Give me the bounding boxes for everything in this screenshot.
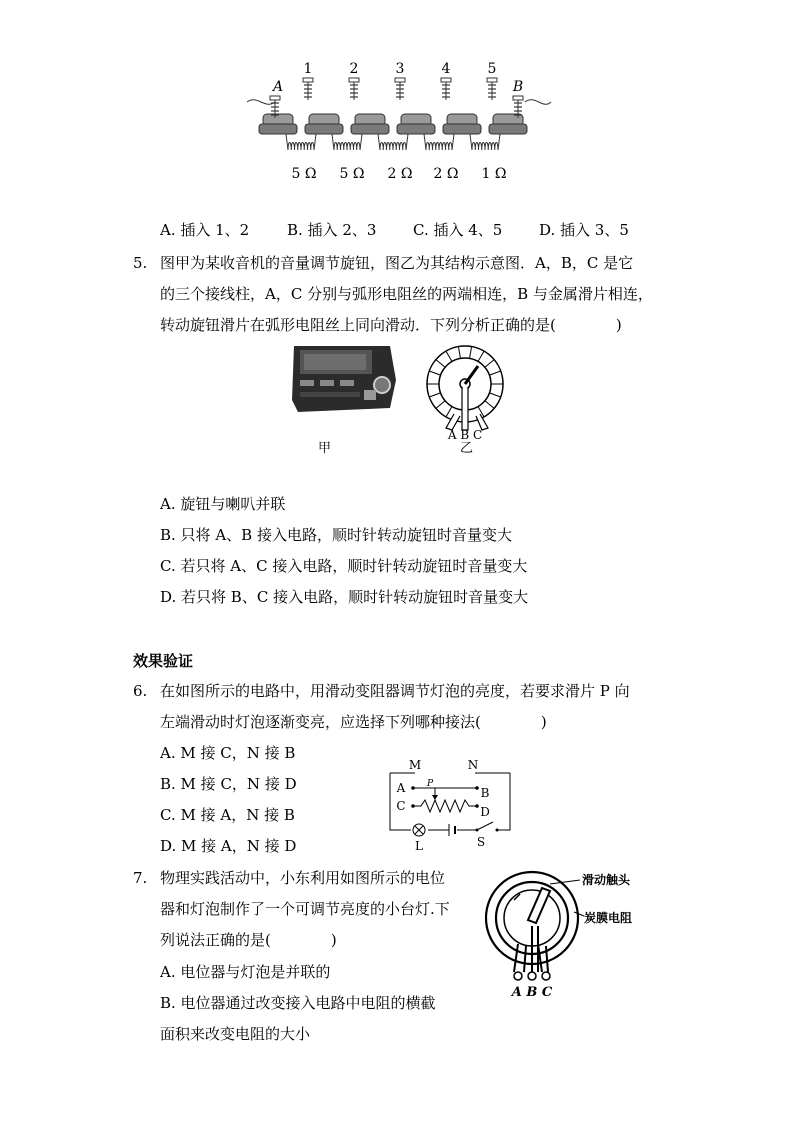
circuit-label-C: C <box>396 799 406 813</box>
q4-option-c: C. 插入 4、5 <box>413 221 503 239</box>
screw <box>349 78 359 82</box>
circuit-label-M: M <box>408 758 422 772</box>
knob-structure-figure <box>420 340 510 440</box>
terminal-label-3: 3 <box>395 61 405 77</box>
screw <box>270 96 280 100</box>
resistor-label-4: 2 Ω <box>433 166 459 182</box>
screw <box>395 78 405 82</box>
circuit-label-B: B <box>480 786 490 800</box>
q6-option-b: B. M 接 C，N 接 D <box>160 775 297 793</box>
q6-line-1: 在如图所示的电路中，用滑动变阻器调节灯泡的亮度，若要求滑片 P 向 <box>160 682 630 700</box>
resistor-coil <box>380 143 406 151</box>
screw <box>441 78 451 82</box>
circuit-label-A: A <box>396 781 406 795</box>
q5-number: 5. <box>133 254 148 272</box>
terminal-label-A: A <box>272 79 284 95</box>
resistor-label-3: 2 Ω <box>387 166 413 182</box>
q4-option-b: B. 插入 2、3 <box>287 221 377 239</box>
q7-option-b-cont: 面积来改变电阻的大小 <box>160 1025 311 1043</box>
circuit-label-D: D <box>480 805 490 819</box>
fig-label-jia: 甲 <box>318 441 332 456</box>
circuit-label-P: P <box>426 779 434 789</box>
resistor-block-figure <box>245 58 555 183</box>
circuit-label-S: S <box>476 835 486 849</box>
knob-terminals-label: A B C <box>447 428 483 440</box>
q7-number: 7. <box>133 869 148 887</box>
q5-line-1: 图甲为某收音机的音量调节旋钮，图乙为其结构示意图．A，B，C 是它 <box>160 254 634 272</box>
q7-option-b: B. 电位器通过改变接入电路中电阻的横截 <box>160 994 436 1012</box>
resistor-coil <box>426 143 452 151</box>
q6-option-a: A. M 接 C，N 接 B <box>160 744 296 762</box>
resistor-label-2: 5 Ω <box>339 166 365 182</box>
circuit-figure <box>385 758 520 853</box>
fig-label-yi: 乙 <box>460 441 474 456</box>
q6-number: 6. <box>133 682 148 700</box>
q5-line-2: 的三个接线柱，A，C 分别与弧形电阻丝的两端相连，B 与金属滑片相连， <box>160 285 653 303</box>
q6-option-c: C. M 接 A，N 接 B <box>160 806 295 824</box>
pot-label-slider: 滑动触头 <box>582 873 631 887</box>
q5-option-c: C. 若只将 A、C 接入电路，顺时针转动旋钮时音量变大 <box>160 557 528 575</box>
q7-line-1: 物理实践活动中，小东利用如图所示的电位 <box>160 869 446 887</box>
circuit-label-L: L <box>415 839 423 853</box>
pot-terminals-label: A B C <box>511 985 553 1000</box>
resistor-label-5: 1 Ω <box>481 166 507 182</box>
resistor-coil <box>288 143 314 151</box>
q7-option-a: A. 电位器与灯泡是并联的 <box>160 963 331 981</box>
resistor-coil <box>472 143 498 151</box>
q6-line-2: 左端滑动时灯泡逐渐变亮，应选择下列哪种接法( ) <box>160 713 547 731</box>
circuit-label-N: N <box>467 758 479 772</box>
resistor-label-1: 5 Ω <box>291 166 317 182</box>
screw <box>303 78 313 82</box>
q5-line-3: 转动旋钮滑片在弧形电阻丝上同向滑动．下列分析正确的是( ) <box>160 316 622 334</box>
terminal-label-B: B <box>512 79 524 95</box>
q5-option-b: B. 只将 A、B 接入电路，顺时针转动旋钮时音量变大 <box>160 526 512 544</box>
q5-option-d: D. 若只将 B、C 接入电路，顺时针转动旋钮时音量变大 <box>160 588 529 606</box>
potentiometer-figure <box>480 860 660 1000</box>
screw <box>513 96 523 100</box>
q7-line-2: 器和灯泡制作了一个可调节亮度的小台灯.下 <box>160 900 450 918</box>
q4-option-d: D. 插入 3、5 <box>539 221 629 239</box>
screw <box>487 78 497 82</box>
resistor-coil <box>334 143 360 151</box>
terminal-label-1: 1 <box>303 61 313 77</box>
terminal-label-5: 5 <box>487 61 497 77</box>
radio-photo-figure <box>290 340 400 415</box>
q7-line-3: 列说法正确的是( ) <box>160 931 337 949</box>
q4-option-a: A. 插入 1、2 <box>160 221 250 239</box>
q6-option-d: D. M 接 A，N 接 D <box>160 837 297 855</box>
q5-option-a: A. 旋钮与喇叭并联 <box>160 495 286 513</box>
terminal-label-4: 4 <box>441 61 451 77</box>
pot-label-film: 炭膜电阻 <box>584 911 633 925</box>
terminal-label-2: 2 <box>349 61 359 77</box>
section-title: 效果验证 <box>133 652 194 670</box>
